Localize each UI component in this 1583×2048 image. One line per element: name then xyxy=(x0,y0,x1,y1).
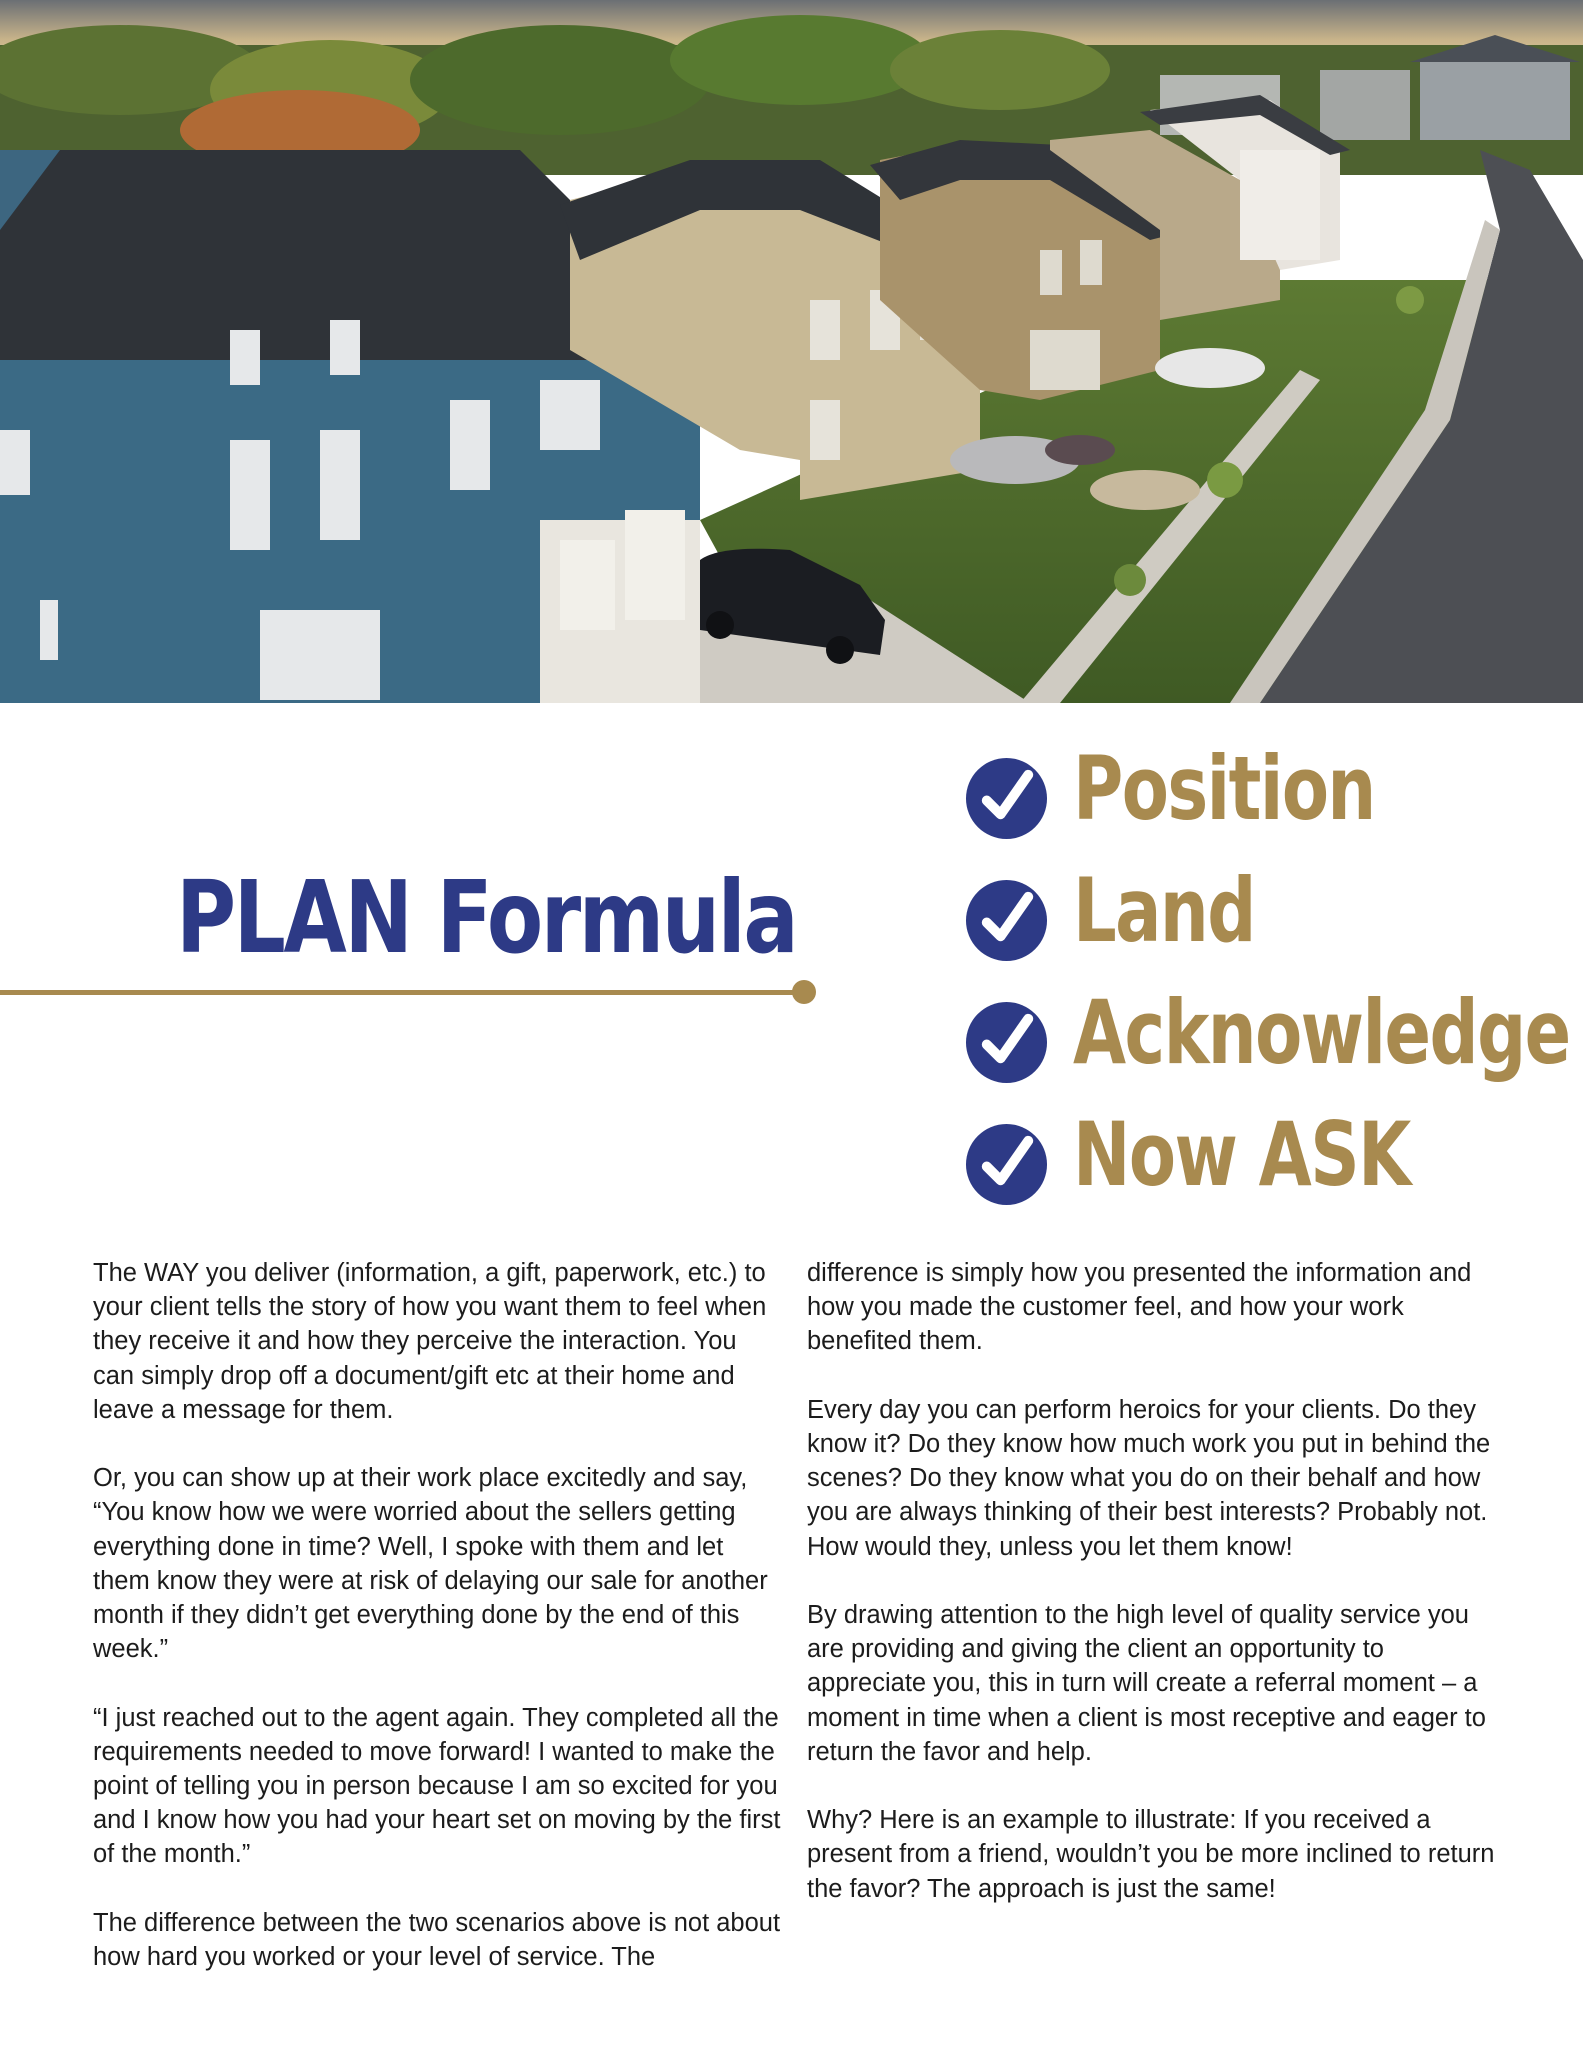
check-circle-icon xyxy=(965,879,1048,962)
body-paragraph: The difference between the two scenarios above is not about how hard you worked or your level of service. The xyxy=(93,1908,781,1972)
page-title: PLAN Formula xyxy=(176,859,797,976)
body-paragraph: The WAY you deliver (information, a gift, paperwork, etc.) to your client tells the story of how you want them to feel when they receive it and how they perceive the interaction. You can simply drop off a document/gift etc at their home and leave a message for them. xyxy=(93,1259,767,1424)
body-paragraph: Why? Here is an example to illustrate: If you received a present from a friend, wouldn’t you be more inclined to return the favor? The approach is just the same! xyxy=(807,1806,1495,1903)
check-circle-icon xyxy=(965,1001,1048,1084)
body-paragraph: difference is simply how you presented the information and how you made the customer feel, and how your work benefited them. xyxy=(807,1259,1472,1356)
suburban-houses-photo xyxy=(0,0,1583,703)
check-circle-icon xyxy=(965,757,1048,840)
title-underline xyxy=(0,990,800,995)
body-paragraph: Or, you can show up at their work place excitedly and say, “You know how we were worried about the sellers getting everything done in time? Well, I spoke with them and let them know they were at risk of delaying our sale for another month if they didn’t get everything done by the end of this week.” xyxy=(93,1464,768,1664)
checklist-label: Land xyxy=(1073,859,1255,962)
checklist-label: Now ASK xyxy=(1073,1103,1410,1206)
checklist-label: Acknowledge xyxy=(1073,981,1570,1084)
body-paragraph: Every day you can perform heroics for your clients. Do they know it? Do they know how much work you put in behind the scenes? Do they know what you do on their behalf and how you are always thinking of their best interests? Probably not. How would they, unless you let them know! xyxy=(807,1395,1491,1561)
body-paragraph: “I just reached out to the agent again. They completed all the requirements needed to move forward! I wanted to make the point of telling you in person because I am so excited for you and I know how you had your heart set on moving by the first of the month.” xyxy=(93,1703,781,1869)
checklist-label: Position xyxy=(1073,737,1375,840)
body-column-left xyxy=(93,1256,783,2008)
title-underline-dot xyxy=(792,980,816,1004)
hero-photo xyxy=(0,0,1583,703)
body-paragraph: By drawing attention to the high level of quality service you are providing and giving the client an opportunity to appreciate you, this in turn will create a referral moment – a moment in time when a client is most receptive and eager to return the favor and help. xyxy=(807,1601,1486,1766)
body-column-right xyxy=(807,1256,1497,1940)
check-circle-icon xyxy=(965,1123,1048,1206)
